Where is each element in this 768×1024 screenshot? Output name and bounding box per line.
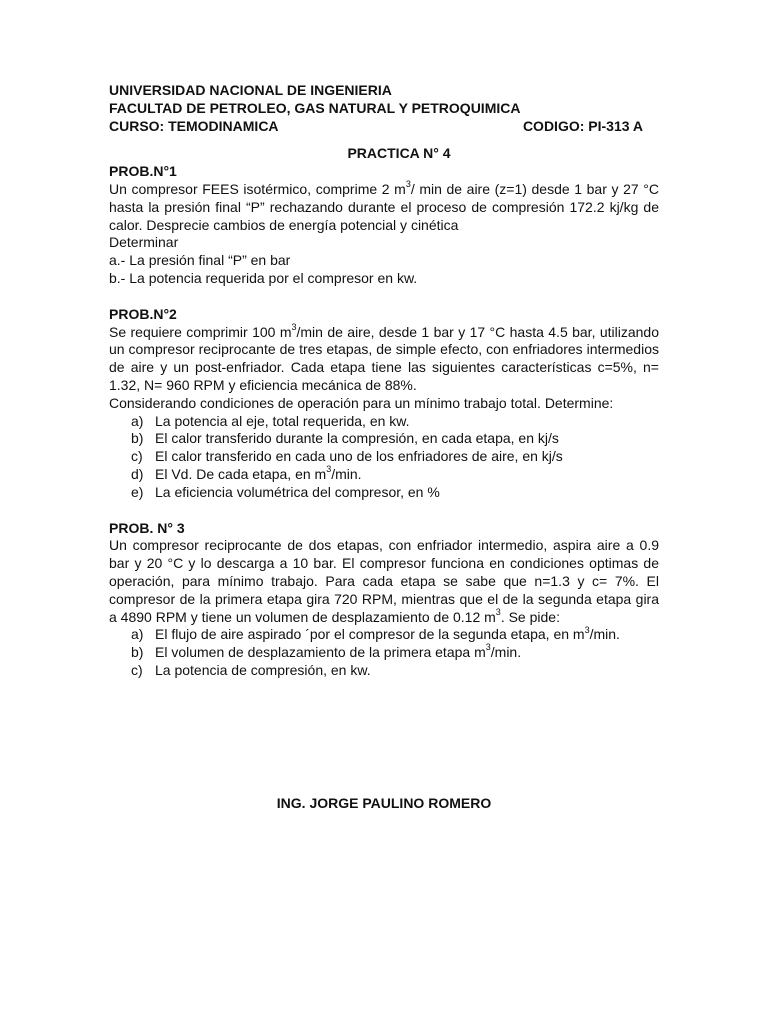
prob2-list [109, 413, 659, 502]
list-item: c) El calor transferido en cada uno de los enfriadores de aire, en kj/s [131, 448, 563, 465]
list-item: d) El Vd. De cada etapa, en $m^3/\min$. [131, 464, 362, 482]
list-item: a) La potencia al eje, total requerida, en kw. [131, 412, 410, 429]
prob3-statement: Un compresor reciprocante de dos etapas, con enfriador intermedio, aspira aire a 0.9 bar y 20 °C y lo descarga a 10 bar. El compresor funciona en condiciones optimas de operación, para mínimo trabajo. Para cada etapa se sabe que n=1.3 y c= 7%. El compresor de la primera etapa gira 720 RPM, mientras que el de la segunda etapa gira a 4890 RPM y tiene un volumen de desplazamiento de 0.12 $m^3$. Se pide: [109, 537, 659, 625]
list-item: c) La potencia de compresión, en kw. [131, 661, 371, 678]
course-line [109, 118, 659, 136]
practica-title: PRACTICA N° 4 [347, 145, 451, 162]
course-name: CURSO: TEMODINAMICA [109, 117, 279, 134]
prob1-item-b: b.- La potencia requerida por el compresor en kw. [109, 269, 418, 286]
prob1-title: PROB.N°1 [109, 163, 177, 180]
faculty-name: FACULTAD DE PETROLEO, GAS NATURAL Y PETROQUIMICA [109, 99, 521, 116]
prob3-title: PROB. N° 3 [109, 519, 185, 536]
prob2-title: PROB.N°2 [109, 305, 177, 322]
prob1-determinar: Determinar [109, 234, 179, 251]
list-item: a) El flujo de aire aspirado ´por el compresor de la segunda etapa, en $m^3/\min$. [131, 624, 620, 643]
list-item: b) El calor transferido durante la compresión, en cada etapa, en kj/s [131, 430, 559, 447]
prob3-list [109, 626, 659, 679]
university-name: UNIVERSIDAD NACIONAL DE INGENIERIA [109, 82, 392, 98]
prob2-consider: Considerando condiciones de operación para un mínimo trabajo total. Determine: [109, 394, 614, 411]
prob2-statement: Se requiere comprimir 100 $m^3/\min$ de aire, desde 1 bar y 17 °C hasta 4.5 bar, utilizando un compresor reciprocante de tres etapas, de simple efecto, con enfriadores intermedios de aire y un post-enfriador. Cada etapa tiene las siguientes características c=5%, n= 1.32, N= 960 RPM y eficiencia mecánica de 88%. [109, 321, 659, 393]
prob1-statement: Un compresor FEES isotérmico, comprime 2 $m^3/$ min de aire (z=1) desde 1 bar y 27 °C hasta la presión final “P” rechazando durante el proceso de compresión 172.2 kj/kg de calor. Desprecie cambios de energía potencial y cinética [109, 179, 659, 233]
list-item: e) La eficiencia volumétrica del compresor, en % [131, 483, 440, 500]
list-item: b) El volumen de desplazamiento de la primera etapa $m^3/\min$. [131, 642, 522, 661]
course-code: CODIGO: PI-313 A [522, 117, 643, 134]
document-page [109, 82, 659, 680]
prob1-item-a: a.- La presión final “P” en bar [109, 252, 291, 269]
signature: ING. JORGE PAULINO ROMERO [276, 795, 492, 811]
